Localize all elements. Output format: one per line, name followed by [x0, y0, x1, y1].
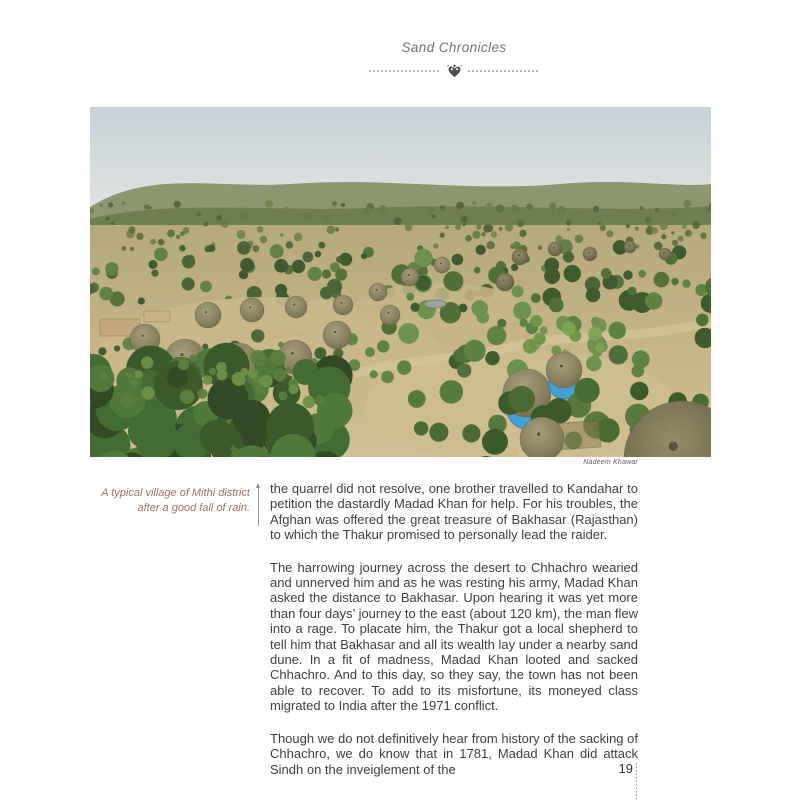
- page-number: 19: [618, 761, 633, 776]
- paragraph-3: Though we do not definitively hear from history of the sacking of Chhachro, we do know that in 1781, Madad Khan did attack Sindh on the inveiglement of the: [270, 730, 638, 777]
- divider-dash-left: [369, 70, 441, 72]
- village-photo-scene: [90, 107, 711, 457]
- paragraph-1: the quarrel did not resolve, one brother travelled to Kandahar to petition the dastardly Madad Khan for help. For his troubles, the Afghan was offered the great treasure of Bakhasar (Rajasthan) to which the Thakur promised to personally lead the raider.: [270, 481, 638, 543]
- divider-dash-right: [468, 70, 540, 72]
- footer-dotted-line: [636, 763, 637, 800]
- body-text: [270, 481, 638, 794]
- figure-caption: A typical village of Mithi district after a good fall of rain.: [101, 487, 250, 514]
- caption-pointer-line: [258, 485, 259, 526]
- header-divider: [270, 62, 638, 80]
- running-head: Sand Chronicles: [401, 40, 507, 55]
- fleuron-heart-icon: [447, 64, 462, 79]
- photo-credit: Nadeem Khawar: [583, 459, 638, 466]
- village-aerial-photo: [90, 107, 711, 457]
- paragraph-2: The harrowing journey across the desert to Chhachro wearied and unnerved him and as he was resting his army, Madad Khan asked the distance to Bakhasar. Upon hearing it was yet more than four days’ journey to the east (about 120 km), the man flew into a rage. To placate him, the Thakur got a local shepherd to tell him that Bakhasar and all its wealth lay under a nearby sand dune. In a fit of madness, Madad Khan looted and sacked Chhachro. And to this day, so they say, the town has not been able to recover. To add to its misfortune, its moneyed class migrated to India after the 1971 conflict.: [270, 559, 638, 714]
